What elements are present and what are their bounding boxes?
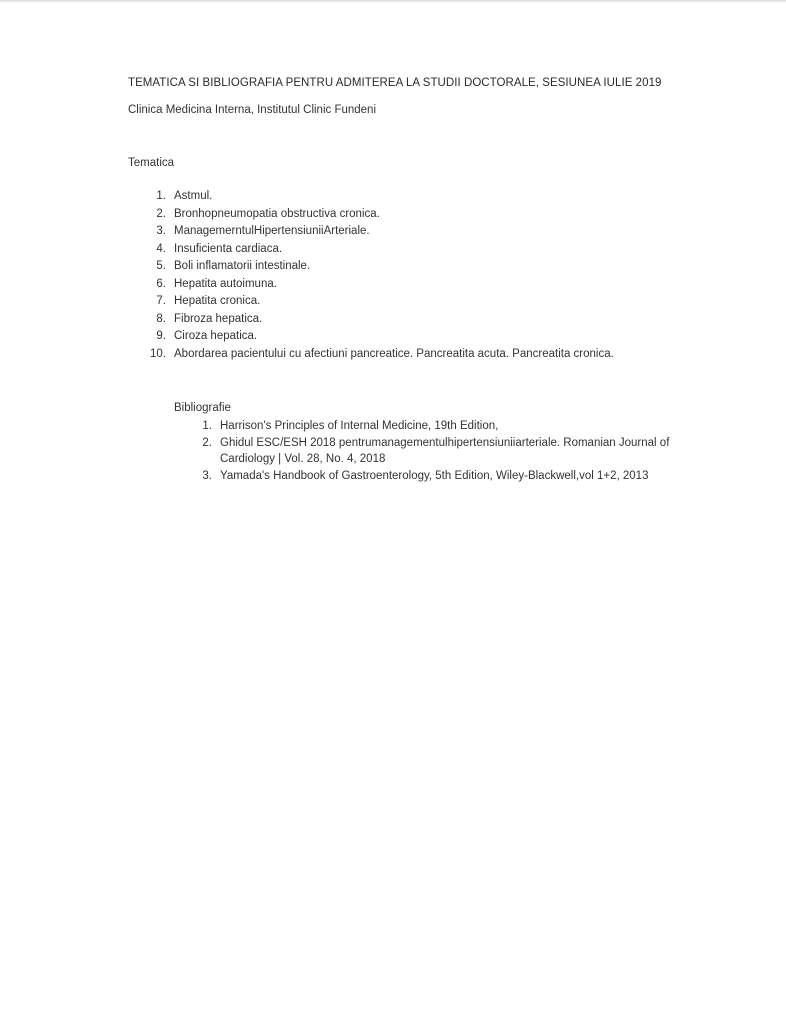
list-item (128, 258, 614, 276)
tematica-heading: Tematica (128, 157, 175, 169)
list-item-number: 6. (156, 277, 166, 290)
list-item-text: Ciroza hepatica. (174, 330, 258, 342)
list-item (128, 223, 614, 241)
list-item-text: Boli inflamatorii intestinale. (174, 260, 311, 272)
list-item-number: 1. (202, 420, 212, 432)
document-subtitle: Clinica Medicina Interna, Institutul Clinic Fundeni (128, 104, 377, 116)
list-item (128, 206, 614, 224)
tematica-list (128, 188, 614, 363)
document-title: TEMATICA SI BIBLIOGRAFIA PENTRU ADMITEREA LA STUDII DOCTORALE, SESIUNEA IULIE 2019 (128, 77, 662, 89)
list-item (128, 311, 614, 329)
list-item-text: ManagemerntulHipertensiuniiArteriale. (174, 225, 370, 237)
list-item (174, 468, 690, 485)
list-item-text: Abordarea pacientului cu afectiuni pancreatice. Pancreatita acuta. Pancreatita cronica. (174, 347, 614, 360)
bibliografie-list (174, 418, 690, 484)
list-item-text: Hepatita cronica. (174, 295, 261, 307)
list-item-text: Hepatita autoimuna. (174, 277, 277, 290)
list-item-number: 2. (202, 436, 212, 449)
list-item-number: 3. (156, 225, 166, 237)
list-item-number: 2. (156, 207, 166, 220)
list-item-text: Harrison's Principles of Internal Medicine, 19th Edition, (220, 420, 499, 432)
list-item-number: 4. (156, 242, 166, 255)
list-item-number: 1. (156, 190, 166, 202)
list-item-number: 9. (156, 330, 166, 342)
list-item (128, 188, 614, 206)
list-item-text: Bronhopneumopatia obstructiva cronica. (174, 207, 380, 220)
list-item-number: 5. (156, 260, 166, 272)
scan-edge-shadow (0, 0, 786, 3)
list-item-text: Ghidul ESC/ESH 2018 pentrumanagementulhipertensiuniiarteriale. Romanian Journal of Cardiology | Vol. 28, No. 4, 2018 (220, 436, 670, 465)
list-item-text: Fibroza hepatica. (174, 312, 263, 325)
list-item-text: Yamada's Handbook of Gastroenterology, 5th Edition, Wiley-Blackwell,vol 1+2, 2013 (220, 469, 649, 482)
list-item (174, 418, 690, 435)
list-item-text: Astmul. (174, 190, 213, 202)
list-item (174, 435, 690, 468)
list-item-number: 7. (156, 295, 166, 307)
list-item (128, 346, 614, 364)
list-item-text: Insuficienta cardiaca. (174, 242, 283, 255)
list-item (128, 293, 614, 311)
list-item (128, 241, 614, 259)
list-item (128, 328, 614, 346)
list-item-number: 8. (156, 312, 166, 325)
bibliografie-heading: Bibliografie (174, 402, 231, 414)
list-item (128, 276, 614, 294)
list-item-number: 10. (150, 347, 166, 360)
list-item-number: 3. (202, 469, 212, 482)
